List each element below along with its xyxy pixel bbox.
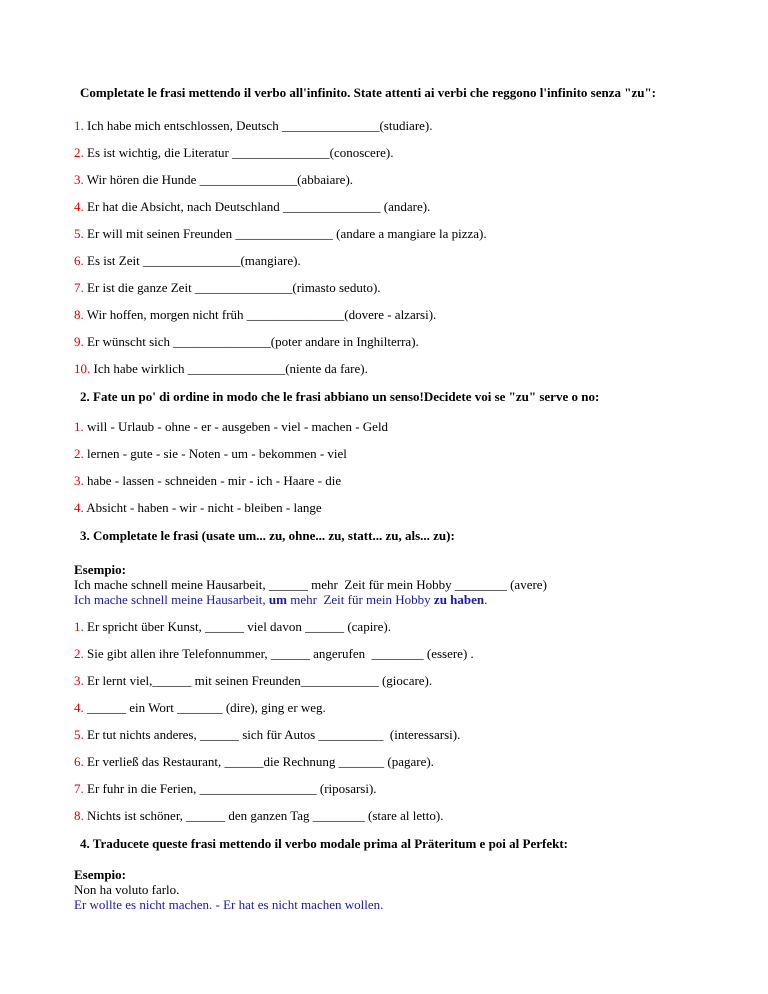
item-text: Es ist Zeit _______________(mangiare).	[83, 253, 301, 268]
s3-item-2	[74, 646, 474, 662]
item-text: Er spricht über Kunst, ______ viel davon ______ (capire).	[83, 619, 391, 634]
item-number: 1.	[74, 118, 84, 133]
answer-highlight: zu haben	[433, 592, 485, 607]
item-text: Nichts ist schöner, ______ den ganzen Tag ________ (stare al letto).	[83, 808, 444, 823]
section3-title: 3. Completate le frasi (usate um... zu, ohne... zu, statt... zu, als... zu):	[80, 528, 455, 543]
item-number: 10.	[74, 361, 91, 376]
example-sentence: Ich mache schnell meine Hausarbeit, ______ mehr Zeit für mein Hobby ________ (avere)	[74, 577, 547, 592]
answer-part: Ich mache schnell meine Hausarbeit,	[74, 592, 269, 607]
item-text: Er lernt viel,______ mit seinen Freunden____________ (giocare).	[83, 673, 433, 688]
item-text: will - Urlaub - ohne - er - ausgeben - viel - machen - Geld	[83, 419, 389, 434]
item-number: 4.	[74, 500, 84, 515]
item-text: Er ist die ganze Zeit _______________(rimasto seduto).	[83, 280, 381, 295]
item-number: 3.	[74, 473, 84, 488]
s2-item-4	[74, 500, 322, 516]
item-number: 5.	[74, 226, 84, 241]
example-label: Esempio:	[74, 867, 126, 882]
s1-item-2	[74, 145, 394, 161]
item-text: Absicht - haben - wir - nicht - bleiben - lange	[83, 500, 322, 515]
item-number: 2.	[74, 646, 84, 661]
item-text: Er wünscht sich _______________(poter andare in Inghilterra).	[83, 334, 419, 349]
item-number: 2.	[74, 145, 84, 160]
s3-item-7	[74, 781, 377, 797]
s1-item-3	[74, 172, 353, 188]
item-text: habe - lassen - schneiden - mir - ich - Haare - die	[83, 473, 342, 488]
s1-item-4	[74, 199, 430, 215]
item-number: 8.	[74, 808, 84, 823]
item-number: 4.	[74, 700, 84, 715]
s1-item-10	[74, 361, 368, 377]
s3-item-5	[74, 727, 460, 743]
section1-title: Completate le frasi mettendo il verbo all'infinito. State attenti ai verbi che reggono l'infinito senza "zu":	[80, 85, 657, 100]
item-text: Er verließ das Restaurant, ______die Rechnung _______ (pagare).	[83, 754, 434, 769]
section2-title: 2. Fate un po' di ordine in modo che le frasi abbiano un senso!Decidete voi se "zu" serve o no:	[80, 389, 600, 404]
example-answer	[74, 592, 487, 608]
item-number: 9.	[74, 334, 84, 349]
answer-part: mehr Zeit für mein Hobby	[286, 592, 434, 607]
section4-title: 4. Traducete queste frasi mettendo il verbo modale prima al Präteritum e poi al Perfekt:	[80, 836, 568, 851]
s3-item-6	[74, 754, 434, 770]
s2-item-2	[74, 446, 347, 462]
item-text: Ich habe wirklich _______________(niente da fare).	[90, 361, 368, 376]
item-number: 5.	[74, 727, 84, 742]
item-number: 7.	[74, 781, 84, 796]
item-text: Er fuhr in die Ferien, __________________ (riposarsi).	[83, 781, 377, 796]
item-number: 3.	[74, 673, 84, 688]
item-number: 3.	[74, 172, 84, 187]
item-text: Wir hoffen, morgen nicht früh _______________(dovere - alzarsi).	[83, 307, 437, 322]
s1-item-8	[74, 307, 436, 323]
item-number: 6.	[74, 253, 84, 268]
s2-item-1	[74, 419, 388, 435]
item-number: 4.	[74, 199, 84, 214]
item-text: lernen - gute - sie - Noten - um - bekommen - viel	[83, 446, 347, 461]
item-number: 6.	[74, 754, 84, 769]
s2-item-3	[74, 473, 341, 489]
item-text: Er hat die Absicht, nach Deutschland _______________ (andare).	[83, 199, 431, 214]
example-answer: Er wollte es nicht machen. - Er hat es nicht machen wollen.	[74, 897, 384, 912]
item-number: 7.	[74, 280, 84, 295]
item-text: Er tut nichts anderes, ______ sich für Autos __________ (interessarsi).	[83, 727, 461, 742]
item-text: Er will mit seinen Freunden _______________ (andare a mangiare la pizza).	[83, 226, 487, 241]
s1-item-1	[74, 118, 433, 134]
s3-item-1	[74, 619, 391, 635]
answer-highlight: um	[268, 592, 287, 607]
item-number: 8.	[74, 307, 84, 322]
s1-item-9	[74, 334, 419, 350]
item-number: 1.	[74, 419, 84, 434]
s3-item-8	[74, 808, 443, 824]
item-text: Wir hören die Hunde _______________(abbaiare).	[83, 172, 354, 187]
example-sentence: Non ha voluto farlo.	[74, 882, 180, 897]
item-text: Ich habe mich entschlossen, Deutsch _______________(studiare).	[83, 118, 433, 133]
s3-item-3	[74, 673, 432, 689]
item-number: 2.	[74, 446, 84, 461]
example-label: Esempio:	[74, 562, 126, 577]
item-text: ______ ein Wort _______ (dire), ging er weg.	[83, 700, 326, 715]
s1-item-7	[74, 280, 381, 296]
s3-item-4	[74, 700, 326, 716]
s1-item-6	[74, 253, 301, 269]
item-text: Es ist wichtig, die Literatur _______________(conoscere).	[83, 145, 394, 160]
s1-item-5	[74, 226, 487, 242]
item-text: Sie gibt allen ihre Telefonnummer, ______ angerufen ________ (essere) .	[83, 646, 474, 661]
answer-part: .	[484, 592, 488, 607]
item-number: 1.	[74, 619, 84, 634]
